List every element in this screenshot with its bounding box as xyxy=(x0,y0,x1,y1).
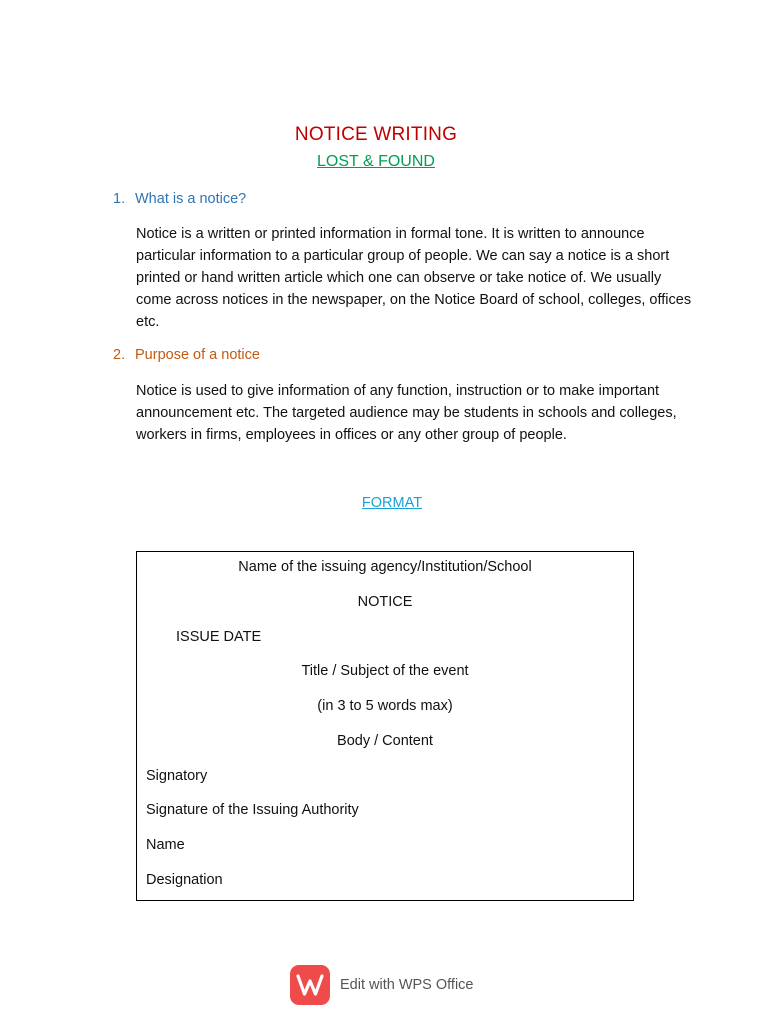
format-notice: NOTICE xyxy=(357,594,413,610)
format-signature: Signature of the Issuing Authority xyxy=(146,802,359,818)
document-subtitle: LOST & FOUND xyxy=(317,153,435,170)
format-agency: Name of the issuing agency/Institution/School xyxy=(238,559,532,575)
format-issue-date: ISSUE DATE xyxy=(176,629,262,645)
document-title: NOTICE WRITING xyxy=(294,124,458,145)
edit-with-wps-button[interactable] xyxy=(290,964,474,1006)
section2-number: 2. xyxy=(113,347,126,363)
wps-label: Edit with WPS Office xyxy=(340,977,474,993)
format-title-subject: Title / Subject of the event xyxy=(301,663,469,679)
format-signatory: Signatory xyxy=(146,768,208,784)
section2-body: Notice is used to give information of any function, instruction or to make important announcement etc. The targeted audience may be students in schools and colleges, workers in firms, employees in offices or any other group of people. xyxy=(136,383,677,443)
section1-heading xyxy=(113,191,246,207)
section1-body: Notice is a written or printed information in formal tone. It is written to announce particular information to a particular group of people. We can say a notice is a short printed or hand written article which one can observe or take notice of. We usually come across notices in the newspaper, on the Notice Board of school, colleges, offices etc. xyxy=(136,226,692,330)
section2-heading xyxy=(113,347,260,363)
notice-format-box xyxy=(136,551,634,901)
section2-heading-text: Purpose of a notice xyxy=(135,347,260,363)
format-word-limit: (in 3 to 5 words max) xyxy=(317,698,453,714)
wps-office-icon xyxy=(290,965,330,1005)
format-heading: FORMAT xyxy=(361,495,423,511)
format-designation: Designation xyxy=(146,872,223,888)
format-body-content: Body / Content xyxy=(337,733,433,749)
section1-heading-text: What is a notice? xyxy=(135,191,247,207)
format-name: Name xyxy=(146,837,185,853)
section1-number: 1. xyxy=(113,191,126,207)
